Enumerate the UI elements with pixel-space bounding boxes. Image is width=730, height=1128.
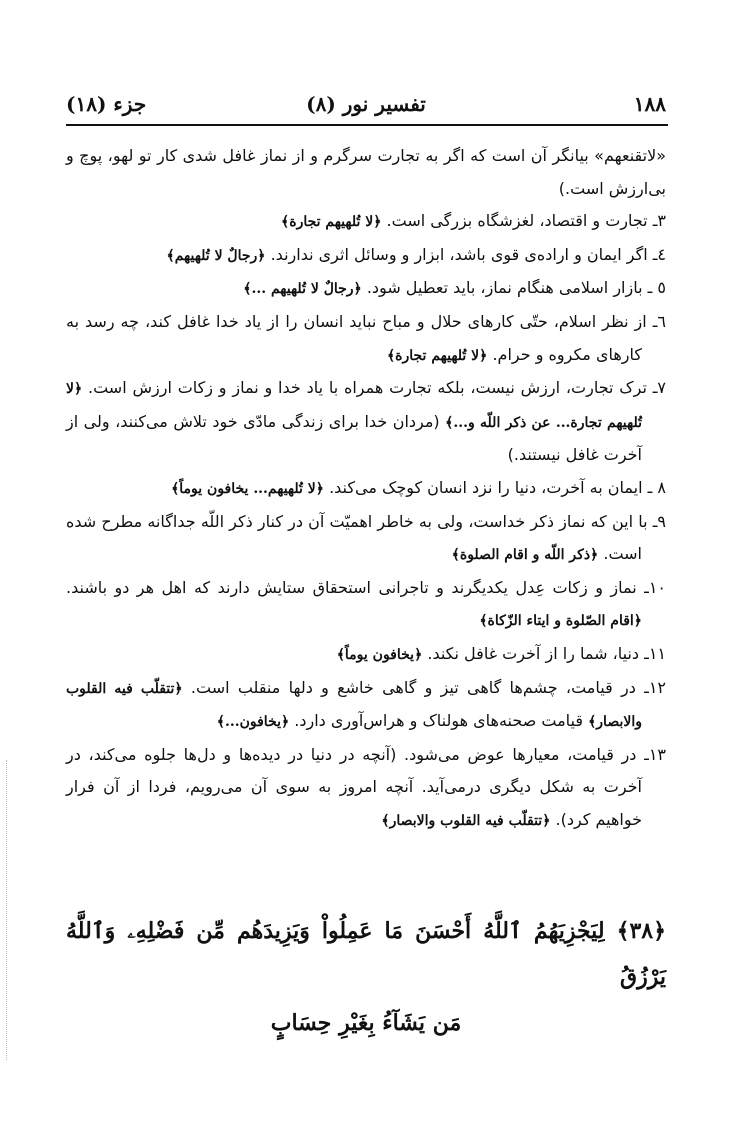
- juz-label: جزء (۱۸): [66, 92, 147, 116]
- point-text: ١١ـ دنیا، شما را از آخرت غافل نکند.: [422, 643, 666, 663]
- point-tail: قیامت صحنه‌های هولناک و هراس‌آوری دارد.: [289, 711, 589, 731]
- point-text: ٤ـ اگر ایمان و اراده‌ی قوی باشد، ابزار و وسائل اثری ندارند.: [265, 244, 666, 264]
- verse-line-2: مَن يَشَآءُ بِغَيْرِ حِسَابٍ: [270, 1010, 462, 1036]
- commentary-body: [66, 140, 666, 837]
- quran-quote: ﴿رجالٌ لا تُلهیهم﴾: [166, 247, 266, 264]
- point-text: ١٣ـ در قیامت، معیارها عوض می‌شود. (آنچه در دنیا در دیده‌ها و دل‌ها جلوه می‌کند، در آخرت به شکل دیگری درمی‌آید. آنچه امروز به سوی آن می‌رویم، فردا از آن فرار خواهیم کرد).: [66, 744, 666, 829]
- point-3: [66, 205, 666, 239]
- point-4: [66, 239, 666, 273]
- verse-line-1: ﴿۳۸﴾ لِيَجْزِيَهُمُ ٱللَّهُ أَحْسَنَ مَا عَمِلُواْ وَيَزِيدَهُم مِّن فَضْلِهِۦ وَٱللَّهُ يَرْزُقُ: [66, 918, 666, 990]
- quran-quote: ﴿لا تُلهیهم تجارة﴾: [281, 214, 382, 231]
- point-text: ١٠ـ نماز و زکات عِدل یکدیگرند و تاجرانی استحقاق ستایش دارند که اهل هر دو باشند.: [66, 577, 666, 597]
- book-title: تفسیر نور (۸): [306, 92, 426, 116]
- point-text: ٦ـ از نظر اسلام، حتّی کارهای حلال و مباح نباید انسان را از یاد خدا غافل کند، چه رسد به کارهای مکروه و حرام.: [66, 311, 666, 364]
- quran-verse-38: [66, 908, 666, 1046]
- point-10: [66, 572, 666, 638]
- quran-quote-2: ﴿یخافون...﴾: [216, 714, 290, 731]
- point-text: ٧ـ ترک تجارت، ارزش نیست، بلکه تجارت همراه با یاد خدا و نماز و زکات ارزش است.: [82, 378, 666, 398]
- point-text: ١٢ـ در قیامت، چشم‌ها گاهی تیز و گاهی خاشع و دلها منقلب است.: [182, 677, 666, 697]
- point-8: [66, 472, 666, 506]
- point-tail: (مردان خدا برای زندگی مادّی خود تلاش می‌کنند، ولی از آخرت غافل نیستند.): [66, 411, 642, 465]
- quran-quote: ﴿ذکر اللّه و اقام الصلوة﴾: [451, 547, 599, 564]
- running-header: [66, 92, 666, 122]
- quran-quote: ﴿لا تُلهیهم... یخافون یوماً﴾: [171, 480, 324, 497]
- quran-quote: ﴿تتقلّب فیه القلوب والابصار﴾: [381, 812, 551, 829]
- point-text: ٨ ـ ایمان به آخرت، دنیا را نزد انسان کوچک می‌کند.: [323, 477, 666, 497]
- page-number: ۱۸۸: [633, 92, 666, 116]
- point-text: ٥ ـ بازار اسلامی هنگام نماز، باید تعطیل شود.: [361, 278, 666, 298]
- quran-quote: ﴿اقام الصّلوة و ایتاء الزّکاة﴾: [479, 613, 642, 630]
- quran-quote: ﴿رجالٌ لا تُلهیهم ...﴾: [243, 281, 362, 298]
- point-text: ٩ـ با این که نماز ذکر خداست، ولی به خاطر اهمیّت آن در کنار ذکر اللّه جداگانه مطرح شده است.: [66, 511, 666, 564]
- quran-quote: ﴿لا تُلهیهم تجارة﴾: [386, 347, 488, 364]
- paragraph-intro: [66, 140, 666, 205]
- point-13: [66, 739, 666, 838]
- point-11: [66, 638, 666, 672]
- quran-quote: ﴿لا تُلهیهم تجارة... عن ذکر اللّه و...﴾: [66, 381, 642, 431]
- point-7: [66, 372, 666, 472]
- scan-margin-dots: [6, 760, 9, 1060]
- point-9: [66, 506, 666, 572]
- point-12: [66, 672, 666, 739]
- quran-quote: ﴿یخافون یوماً﴾: [336, 646, 423, 663]
- point-text: ۳ـ تجارت و اقتصاد، لغزشگاه بزرگی است.: [381, 211, 666, 231]
- paragraph-text: «لاتقنعهم» بیانگر آن است که اگر به تجارت سرگرم و از نماز غافل شدی کار تو لهو، پوچ و بی‌ارزش است.): [66, 146, 666, 198]
- quran-quote: ﴿تتقلّب فیه القلوب والابصار﴾: [66, 680, 642, 731]
- point-5: [66, 272, 666, 306]
- point-6: [66, 306, 666, 372]
- header-divider: [66, 124, 668, 126]
